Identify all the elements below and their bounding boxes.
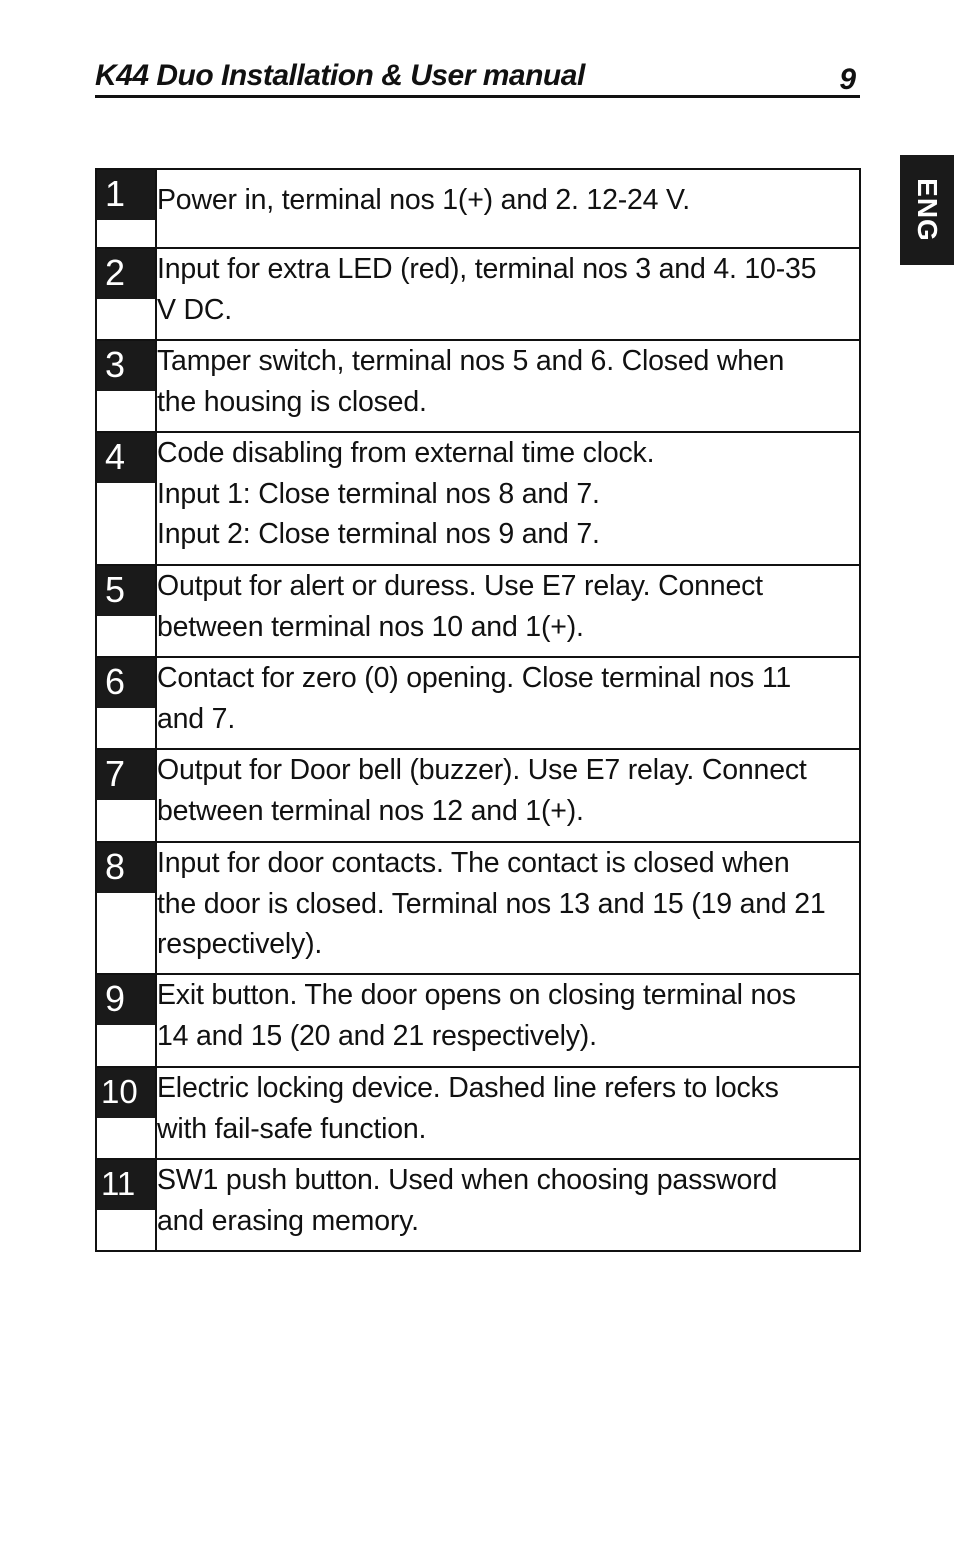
item-number-cell	[96, 432, 156, 565]
table-row	[96, 974, 860, 1067]
item-number-cell	[96, 749, 156, 842]
item-description: Power in, terminal nos 1(+) and 2. 12-24 V.	[156, 169, 860, 248]
item-number-cell	[96, 248, 156, 340]
table-row	[96, 340, 860, 432]
item-number-cell	[96, 974, 156, 1067]
item-number: 2	[97, 249, 155, 299]
table-row	[96, 248, 860, 340]
item-number-cell	[96, 1159, 156, 1251]
item-number: 6	[97, 658, 155, 708]
item-description: Code disabling from external time clock. Input 1: Close terminal nos 8 and 7. Input 2: Close terminal nos 9 and 7.	[156, 432, 860, 565]
item-number-cell	[96, 657, 156, 749]
item-description: Input for door contacts. The contact is closed when the door is closed. Terminal nos 13 and 15 (19 and 21 respectively).	[156, 842, 860, 974]
page-header	[95, 58, 860, 98]
item-description: Tamper switch, terminal nos 5 and 6. Closed when the housing is closed.	[156, 340, 860, 432]
item-number: 4	[97, 433, 155, 483]
terminal-legend-table	[95, 168, 861, 1252]
item-description: Output for alert or duress. Use E7 relay. Connect between terminal nos 10 and 1(+).	[156, 565, 860, 657]
item-number: 7	[97, 750, 155, 800]
item-description: SW1 push button. Used when choosing password and erasing memory.	[156, 1159, 860, 1251]
manual-title: K44 Duo Installation & User manual	[95, 59, 585, 92]
table-row	[96, 842, 860, 974]
item-number: 8	[97, 843, 155, 893]
item-number-cell	[96, 169, 156, 248]
item-number: 10	[97, 1068, 155, 1118]
item-description: Exit button. The door opens on closing terminal nos 14 and 15 (20 and 21 respectively).	[156, 974, 860, 1067]
item-description: Output for Door bell (buzzer). Use E7 relay. Connect between terminal nos 12 and 1(+).	[156, 749, 860, 842]
item-number: 5	[97, 566, 155, 616]
table-row	[96, 1067, 860, 1159]
item-number-cell	[96, 565, 156, 657]
table-row	[96, 657, 860, 749]
item-number: 1	[97, 170, 155, 220]
item-number-cell	[96, 842, 156, 974]
table-row	[96, 749, 860, 842]
table-row	[96, 169, 860, 248]
language-tab	[900, 155, 954, 265]
item-number: 11	[97, 1160, 155, 1210]
item-description: Electric locking device. Dashed line refers to locks with fail-safe function.	[156, 1067, 860, 1159]
item-description: Input for extra LED (red), terminal nos 3 and 4. 10-35 V DC.	[156, 248, 860, 340]
language-label: ENG	[912, 178, 943, 242]
table-row	[96, 1159, 860, 1251]
item-number-cell	[96, 1067, 156, 1159]
item-number-cell	[96, 340, 156, 432]
page-number: 9	[839, 63, 856, 96]
item-number: 9	[97, 975, 155, 1025]
item-number: 3	[97, 341, 155, 391]
table-row	[96, 432, 860, 565]
item-description: Contact for zero (0) opening. Close terminal nos 11 and 7.	[156, 657, 860, 749]
table-row	[96, 565, 860, 657]
